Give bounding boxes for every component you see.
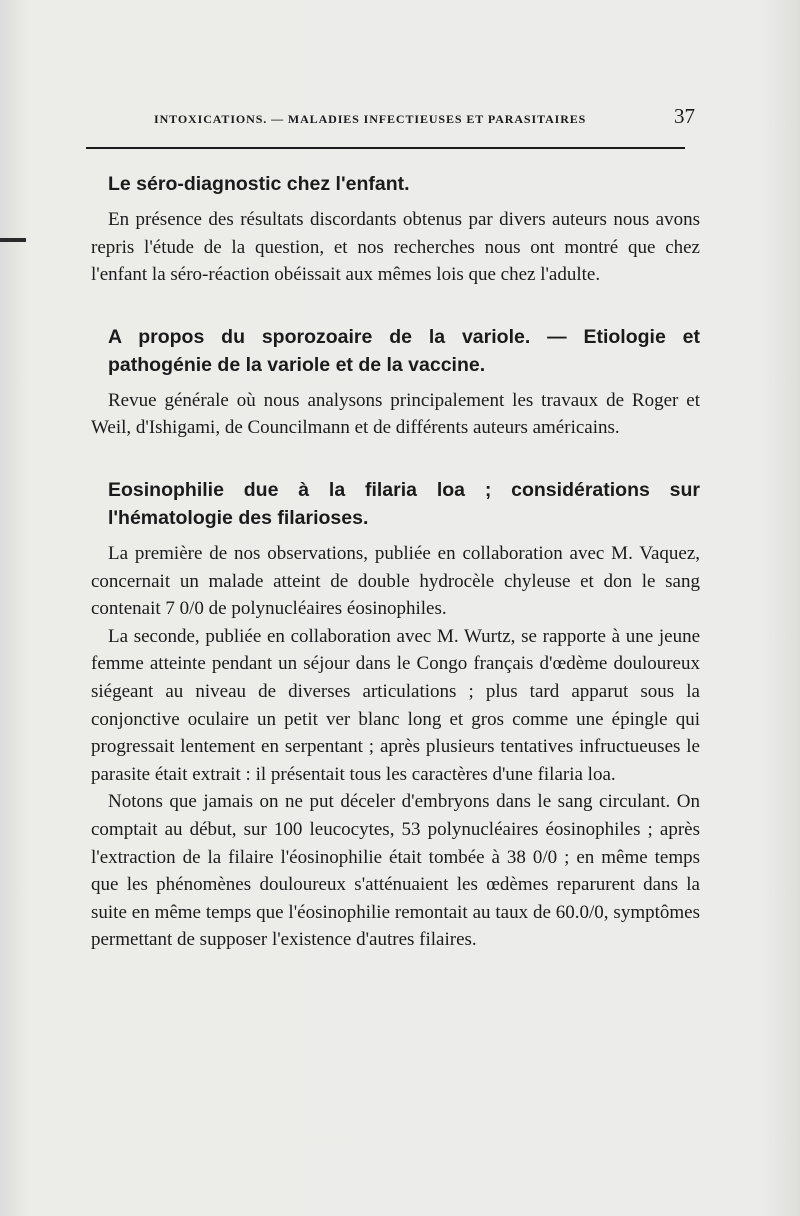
margin-mark: [0, 238, 26, 242]
paragraph: La première de nos observations, publiée en collaboration avec M. Vaquez, concernait un malade atteint de double hydrocèle chyleuse et don le sang contenait 7 0/0 de polynucléaires éosinophiles.: [91, 542, 700, 620]
page-number: 37: [674, 104, 695, 128]
page-content: [91, 170, 700, 954]
paragraph: La seconde, publiée en collaboration avec M. Wurtz, se rapporte à une jeune femme atteinte pendant un séjour dans le Congo français d'œdème douloureux siégeant au niveau de diverses articulations ; plus tard apparut sous la conjonctive oculaire un petit ver blanc long et gros comme une épingle qui progressait lentement en serpentant ; après plusieurs tentatives infructueuses le parasite était extrait : il présentait tous les caractères d'une filaria loa.: [91, 625, 700, 785]
header-rule: [86, 147, 685, 149]
paragraph: Notons que jamais on ne put déceler d'embryons dans le sang circulant. On comptait au début, sur 100 leucocytes, 53 polynucléaires éosinophiles ; après l'extraction de la filaire l'éosinophilie était tombée à 38 0/0 ; en même temps que les phénomènes douloureux s'atténuaient les œdèmes reparurent dans la suite en même temps que l'éosinophilie remontait au taux de 60.0/0, symptômes permettant de supposer l'existence d'autres filaires.: [91, 791, 700, 951]
section-title: Le séro-diagnostic chez l'enfant.: [108, 173, 410, 195]
running-head: INTOXICATIONS. — MALADIES INFECTIEUSES ET PARASITAIRES: [154, 112, 587, 126]
paragraph: En présence des résultats discordants obtenus par divers auteurs nous avons repris l'étude de la question, et nos recherches nous ont montré que chez l'enfant la séro-réaction obéissait aux mêmes lois que chez l'adulte.: [91, 209, 700, 286]
section-title: A propos du sporozoaire de la variole. — Etiologie et pathogénie de la variole et de la vaccine.: [108, 325, 700, 376]
page-header: [150, 106, 695, 136]
paragraph: Revue générale où nous analysons principalement les travaux de Roger et Weil, d'Ishigami, de Councilmann et de différents auteurs américains.: [91, 389, 700, 439]
section-title: Eosinophilie due à la filaria loa ; considérations sur l'hématologie des filarioses.: [108, 478, 700, 529]
